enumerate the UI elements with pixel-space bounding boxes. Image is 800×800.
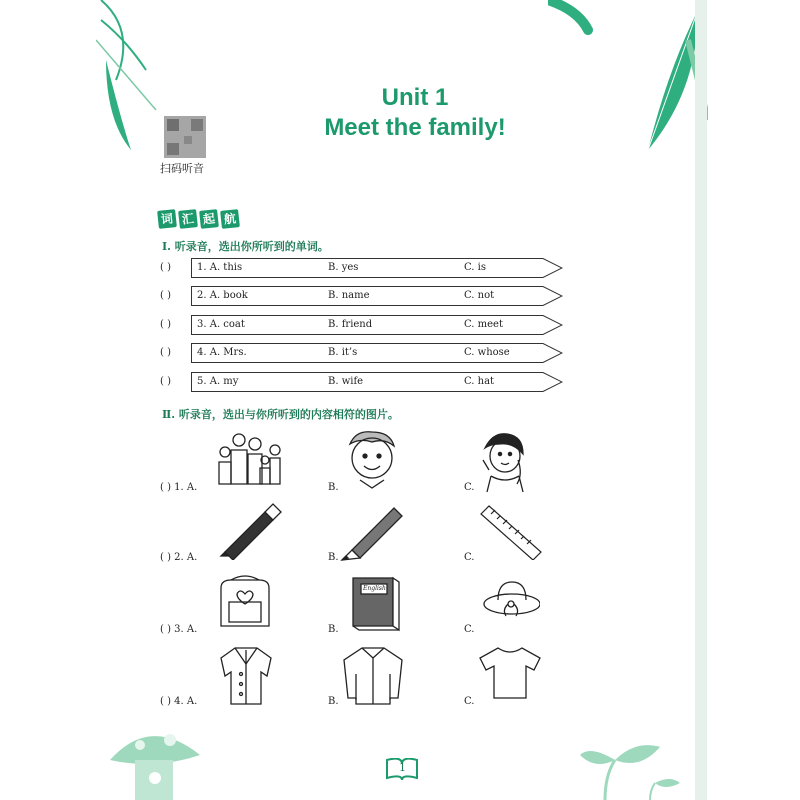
option-c: C. not <box>464 290 495 301</box>
question-label[interactable]: ( ) 4. A. <box>160 696 198 707</box>
section-badge <box>158 210 239 228</box>
word-choice-row <box>160 372 565 392</box>
option-b-label: B. <box>328 696 339 707</box>
unit-title: Unit 1 <box>381 84 449 111</box>
answer-blank[interactable]: ( ) <box>160 376 171 387</box>
answer-blank[interactable]: ( ) <box>160 290 171 301</box>
page-number: 1 <box>399 761 406 774</box>
option-b-label: B. <box>328 482 339 493</box>
option-b: B. it’s <box>328 347 358 358</box>
leaf-decoration-top-right <box>548 0 708 170</box>
option-c: C. whose <box>464 347 510 358</box>
option-b-label: B. <box>328 552 339 563</box>
coat-icon[interactable] <box>215 644 277 706</box>
picture-choice-row <box>160 572 560 642</box>
page-edge-band <box>695 0 707 800</box>
mushroom-house-decoration <box>100 720 210 800</box>
option-a: 2. A. book <box>197 290 248 301</box>
question-label[interactable]: ( ) 2. A. <box>160 552 198 563</box>
answer-blank[interactable]: ( ) <box>160 319 171 330</box>
word-choice-row <box>160 315 565 335</box>
option-a: 3. A. coat <box>197 319 245 330</box>
option-c: C. is <box>464 262 486 273</box>
pen-icon[interactable] <box>215 500 285 560</box>
option-a: 5. A. my <box>197 376 239 387</box>
option-b: B. wife <box>328 376 364 387</box>
book-title: English <box>363 585 386 592</box>
option-b: B. yes <box>328 262 359 273</box>
option-c: C. hat <box>464 376 495 387</box>
badge-char: 航 <box>220 209 240 229</box>
sprout-decoration <box>580 735 690 800</box>
option-c-label: C. <box>464 482 475 493</box>
book-icon[interactable] <box>345 572 405 632</box>
option-c-label: C. <box>464 552 475 563</box>
picture-choice-row <box>160 644 560 714</box>
word-choice-row <box>160 286 565 306</box>
option-b: B. friend <box>328 319 373 330</box>
tshirt-icon[interactable] <box>476 644 544 700</box>
word-choice-row <box>160 343 565 363</box>
unit-subtitle: Meet the family! <box>324 114 506 141</box>
family-icon[interactable] <box>215 430 285 486</box>
word-choice-row <box>160 258 565 278</box>
qr-code-icon[interactable] <box>164 116 206 158</box>
pencil-icon[interactable] <box>338 500 408 562</box>
question-label[interactable]: ( ) 3. A. <box>160 624 198 635</box>
badge-char: 词 <box>157 209 177 229</box>
schoolbag-icon[interactable] <box>215 572 275 632</box>
answer-blank[interactable]: ( ) <box>160 262 171 273</box>
hat-icon[interactable] <box>480 572 540 632</box>
section-2-heading: Ⅱ. 听录音，选出与你所听到的内容相符的图片。 <box>162 408 399 421</box>
ruler-icon[interactable] <box>475 500 545 560</box>
shirt-icon[interactable] <box>340 644 406 706</box>
girl-icon[interactable] <box>475 430 531 494</box>
question-label[interactable]: ( ) 1. A. <box>160 482 198 493</box>
page-number-badge <box>385 758 419 780</box>
option-c: C. meet <box>464 319 503 330</box>
boy-face-icon[interactable] <box>342 430 402 492</box>
badge-char: 起 <box>199 209 219 229</box>
badge-char: 汇 <box>178 209 198 229</box>
picture-choice-row <box>160 500 560 570</box>
option-a: 4. A. Mrs. <box>197 347 247 358</box>
picture-choice-row <box>160 430 560 500</box>
option-a: 1. A. this <box>197 262 243 273</box>
arrow-box <box>191 258 563 278</box>
option-c-label: C. <box>464 624 475 635</box>
arrow-box <box>191 315 563 335</box>
section-1-heading: Ⅰ. 听录音，选出你所听到的单词。 <box>162 240 329 253</box>
arrow-box <box>191 372 563 392</box>
option-b-label: B. <box>328 624 339 635</box>
qr-label: 扫码听音 <box>160 162 204 175</box>
answer-blank[interactable]: ( ) <box>160 347 171 358</box>
option-b: B. name <box>328 290 370 301</box>
option-c-label: C. <box>464 696 475 707</box>
